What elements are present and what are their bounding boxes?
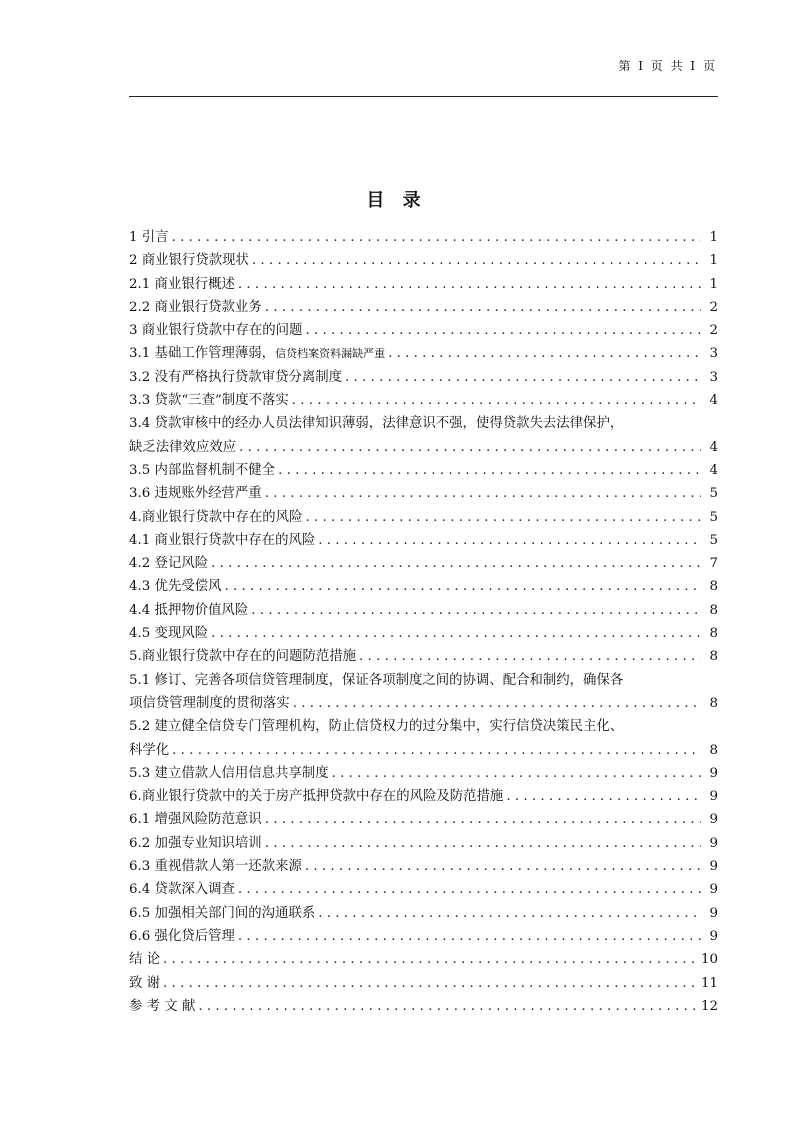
- toc-dot-leader: [345, 370, 701, 385]
- toc-entry[interactable]: [129, 785, 718, 808]
- toc-entry-title: 参 考 文 献: [129, 998, 196, 1014]
- toc-entry-page-number: 5: [709, 486, 718, 502]
- toc-entry-page-number: 10: [700, 952, 718, 968]
- toc-dot-leader: [293, 696, 701, 711]
- toc-entry-page-number: 1: [709, 230, 718, 245]
- toc-entry-title: 2 商业银行贷款现状: [129, 253, 249, 269]
- toc-entry[interactable]: [129, 855, 718, 878]
- toc-dot-leader: [252, 253, 701, 268]
- toc-dot-leader: [163, 976, 698, 991]
- toc-dot-leader: [211, 626, 701, 641]
- toc-entry-page-number: 8: [709, 626, 718, 642]
- toc-dot-leader: [211, 556, 701, 571]
- toc-entry-page-number: 2: [709, 299, 718, 315]
- toc-entry[interactable]: [129, 832, 718, 855]
- toc-entry[interactable]: [129, 762, 718, 785]
- toc-dot-leader: [163, 952, 698, 967]
- toc-dot-leader: [292, 393, 701, 408]
- toc-dot-leader: [318, 533, 701, 548]
- toc-entry-title: 3.2 没有严格执行贷款审贷分离制度: [129, 369, 343, 385]
- toc-entry-title: 4.1 商业银行贷款中存在的风险: [129, 532, 316, 548]
- toc-entry[interactable]: [129, 715, 718, 762]
- toc-entry[interactable]: [129, 925, 718, 948]
- toc-dot-leader: [265, 300, 701, 315]
- toc-entry-title: 结 论: [129, 952, 161, 968]
- toc-dot-leader: [225, 579, 701, 594]
- toc-dot-leader: [506, 789, 701, 804]
- toc-entry[interactable]: [129, 575, 718, 598]
- toc-dot-leader: [359, 649, 701, 664]
- toc-entry-page-number: 11: [700, 975, 718, 991]
- toc-entry[interactable]: [129, 482, 718, 505]
- toc-entry-title: 3.1 基础工作管理薄弱，: [129, 346, 276, 362]
- toc-entry[interactable]: [129, 296, 718, 319]
- toc-entry-title: 6.3 重视借款人第一还款来源: [129, 859, 302, 875]
- toc-entry-title: 2.2 商业银行贷款业务: [129, 299, 262, 315]
- toc-entry-title: 4.4 抵押物价值风险: [129, 602, 249, 618]
- toc-dot-leader: [172, 743, 701, 758]
- table-of-contents: [129, 226, 718, 1018]
- toc-entry[interactable]: [129, 645, 718, 668]
- toc-entry-page-number: 9: [709, 789, 718, 805]
- toc-dot-leader: [388, 346, 701, 361]
- toc-entry[interactable]: [129, 995, 718, 1018]
- toc-entry[interactable]: [129, 948, 718, 971]
- toc-entry-page-number: 8: [709, 695, 718, 711]
- toc-entry-page-number: 4: [709, 393, 718, 409]
- toc-entry-title: 2.1 商业银行概述: [129, 276, 235, 292]
- toc-entry[interactable]: [129, 389, 718, 412]
- toc-dot-leader: [305, 859, 701, 874]
- toc-entry-title: 3.3 贷款“三查”制度不落实: [129, 393, 289, 409]
- toc-entry[interactable]: [129, 506, 718, 529]
- toc-entry[interactable]: [129, 669, 718, 716]
- toc-entry[interactable]: [129, 552, 718, 575]
- toc-entry-title: 6.2 加强专业知识培训: [129, 835, 262, 851]
- toc-entry[interactable]: [129, 529, 718, 552]
- toc-entry[interactable]: [129, 342, 718, 365]
- toc-entry[interactable]: [129, 808, 718, 831]
- toc-entry-page-number: 1: [709, 276, 718, 292]
- toc-entry[interactable]: [129, 273, 718, 296]
- toc-entry-title-line1: 5.1 修订、完善各项信贷管理制度，保证各项制度之间的协调、配合和制约，确保各: [129, 672, 624, 688]
- toc-dot-leader: [318, 906, 701, 921]
- toc-entry-title: 致 谢: [129, 975, 161, 991]
- toc-dot-leader: [238, 882, 701, 897]
- toc-entry-page-number: 4: [709, 439, 718, 455]
- toc-entry-title: 3.6 违规账外经营严重: [129, 486, 262, 502]
- toc-entry-page-number: 9: [709, 835, 718, 851]
- toc-entry-title-line1: 3.4 贷款审核中的经办人员法律知识薄弱，法律意识不强，使得贷款失去法律保护，: [129, 416, 624, 432]
- toc-entry[interactable]: [129, 972, 718, 995]
- toc-dot-leader: [265, 812, 701, 827]
- header-page-number: 第 I 页 共 I 页: [618, 59, 717, 73]
- toc-entry-page-number: 12: [700, 998, 718, 1014]
- toc-entry[interactable]: [129, 412, 718, 459]
- toc-entry-page-number: 8: [709, 602, 718, 618]
- toc-entry[interactable]: [129, 622, 718, 645]
- toc-entry-title: 5.3 建立借款人信用信息共享制度: [129, 765, 329, 781]
- toc-entry[interactable]: [129, 226, 718, 249]
- toc-entry-page-number: 9: [709, 905, 718, 921]
- toc-entry[interactable]: [129, 902, 718, 925]
- toc-dot-leader: [238, 929, 701, 944]
- toc-entry-page-number: 3: [709, 346, 718, 362]
- toc-entry-title: 项信贷管理制度的贯彻落实: [129, 695, 290, 711]
- toc-entry-title: 6.6 强化贷后管理: [129, 928, 235, 944]
- toc-entry-title: 3 商业银行贷款中存在的问题: [129, 323, 303, 339]
- toc-entry-page-number: 8: [709, 579, 718, 595]
- toc-dot-leader: [305, 510, 701, 525]
- toc-dot-leader: [265, 836, 701, 851]
- toc-entry-title: 6.5 加强相关部门间的沟通联系: [129, 905, 316, 921]
- toc-dot-leader: [239, 440, 701, 455]
- toc-dot-leader: [278, 463, 701, 478]
- toc-entry-page-number: 3: [709, 369, 718, 385]
- toc-entry-page-number: 1: [709, 253, 718, 269]
- toc-dot-leader: [198, 999, 698, 1014]
- toc-entry-title: 4.3 优先受偿风: [129, 579, 222, 595]
- toc-dot-leader: [238, 277, 701, 292]
- toc-entry[interactable]: [129, 249, 718, 272]
- toc-entry-title: 5.商业银行贷款中存在的问题防范措施: [129, 649, 357, 665]
- toc-entry-title: 3.5 内部监督机制不健全: [129, 462, 276, 478]
- toc-entry-title: 4.商业银行贷款中存在的风险: [129, 509, 303, 525]
- toc-entry-title: 6.商业银行贷款中的关于房产抵押贷款中存在的风险及防范措施: [129, 789, 504, 805]
- toc-entry-page-number: 7: [709, 556, 718, 572]
- toc-entry[interactable]: [129, 599, 718, 622]
- toc-entry[interactable]: [129, 878, 718, 901]
- toc-entry[interactable]: [129, 319, 718, 342]
- toc-entry-title: 6.1 增强风险防范意识: [129, 812, 262, 828]
- toc-dot-leader: [172, 230, 701, 245]
- toc-entry-title-line1: 5.2 建立健全信贷专门管理机构，防止信贷权力的过分集中，实行信贷决策民主化、: [129, 719, 624, 735]
- toc-entry[interactable]: [129, 366, 718, 389]
- toc-entry-page-number: 8: [709, 649, 718, 665]
- toc-entry-page-number: 5: [709, 509, 718, 525]
- toc-entry-page-number: 9: [709, 882, 718, 898]
- header-divider: [129, 96, 718, 97]
- toc-entry-title: 4.5 变现风险: [129, 626, 209, 642]
- toc-entry-page-number: 4: [709, 462, 718, 478]
- toc-dot-leader: [305, 323, 701, 338]
- toc-title: 目 录: [366, 190, 427, 211]
- toc-entry-page-number: 8: [709, 742, 718, 758]
- toc-entry-title: 4.2 登记风险: [129, 556, 209, 572]
- toc-entry-page-number: 9: [709, 928, 718, 944]
- toc-dot-leader: [265, 486, 701, 501]
- toc-entry-page-number: 5: [709, 532, 718, 548]
- toc-dot-leader: [332, 766, 701, 781]
- toc-entry-title: 缺乏法律效应效应: [129, 439, 237, 455]
- toc-entry-page-number: 9: [709, 859, 718, 875]
- toc-entry-title: 科学化: [129, 742, 170, 758]
- toc-entry-page-number: 9: [709, 765, 718, 781]
- toc-entry-title: 1 引言: [129, 230, 169, 245]
- toc-entry-page-number: 9: [709, 812, 718, 828]
- toc-entry-title: 6.4 贷款深入调查: [129, 882, 235, 898]
- toc-entry-title-small: 信贷档案资料漏缺严重: [275, 347, 386, 361]
- toc-entry[interactable]: [129, 459, 718, 482]
- toc-entry-page-number: 2: [709, 323, 718, 339]
- toc-dot-leader: [251, 603, 701, 618]
